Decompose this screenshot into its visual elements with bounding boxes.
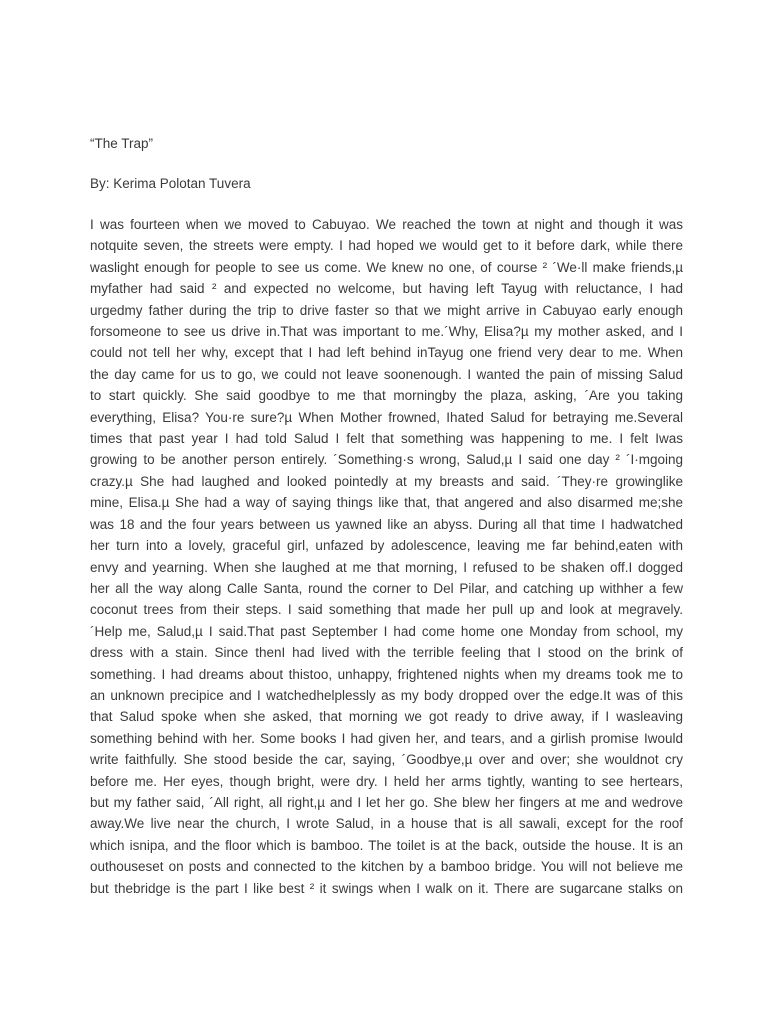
body-line: an unknown precipice and I watchedhelplessly as my body dropped over the edge.It was of this [90,687,683,703]
body-line: to start quickly. She said goodbye to me that morningby the plaza, asking, ´Are you taking [90,388,683,404]
body-line: urgedmy father during the trip to drive faster so that we might arrive in Cabuyao early enough [90,302,683,318]
body-line: mine, Elisa.µ She had a way of saying things like that, that angered and also disarmed me;she [90,495,683,511]
body-line: something. I had dreams about thistoo, unhappy, frightened nights when my dreams took me to [90,666,683,682]
story-body [90,214,683,899]
body-line: away.We live near the church, I wrote Salud, in a house that is all sawali, except for the roof [90,816,683,832]
body-line: waslight enough for people to see us come. We knew no one, of course ² ´We·ll make friends,µ [90,259,683,275]
body-line: but thebridge is the part I like best ² it swings when I walk on it. There are sugarcane stalks on [90,880,683,896]
body-line: her all the way along Calle Santa, round the corner to Del Pilar, and catching up withher a few [90,580,683,596]
body-line: times that past year I had told Salud I felt that something was happening to me. I felt Iwas [90,431,683,447]
body-line: could not tell her why, except that I had left behind inTayug one friend very dear to me. When [90,345,683,361]
body-line: forsomeone to see us drive in.That was important to me.´Why, Elisa?µ my mother asked, and I [90,324,683,340]
body-line: before me. Her eyes, though bright, were dry. I held her arms tightly, wanting to see hertears, [90,773,683,789]
body-line: growing to be another person entirely. ´Something·s wrong, Salud,µ I said one day ² ´I·mgoing [90,452,683,468]
body-line: ´Help me, Salud,µ I said.That past September I had come home one Monday from school, my [90,623,683,639]
author-byline: By: Kerima Polotan Tuvera [90,176,251,191]
body-line: crazy.µ She had laughed and looked pointedly at my breasts and said. ´They·re growinglike [90,473,683,489]
body-line: myfather had said ² and expected no welcome, but having left Tayug with reluctance, I had [90,281,683,297]
body-line: coconut trees from their steps. I said something that made her pull up and look at megravely. [90,602,683,618]
body-line: envy and yearning. When she laughed at me that morning, I refused to be shaken off.I dogged [90,559,683,575]
body-line: outhouseset on posts and connected to the kitchen by a bamboo bridge. You will not believe me [90,859,683,875]
story-title: “The Trap” [90,136,154,151]
body-line: which isnipa, and the floor which is bamboo. The toilet is at the back, outside the house. It is an [90,837,683,853]
body-line: I was fourteen when we moved to Cabuyao. We reached the town at night and though it was [90,217,683,232]
body-line: write faithfully. She stood beside the car, saying, ´Goodbye,µ over and over; she wouldnot cry [90,752,683,768]
body-line: everything, Elisa? You·re sure?µ When Mother frowned, Ihated Salud for betraying me.Several [90,409,683,425]
body-line: the day came for us to go, we could not leave soonenough. I wanted the pain of missing Salud [90,366,683,382]
body-line: was 18 and the four years between us yawned like an abyss. During all that time I hadwatched [90,516,683,532]
body-line: something behind with her. Some books I had given her, and tears, and a girlish promise Iwould [90,730,683,746]
body-line: notquite seven, the streets were empty. I had hoped we would get to it before dark, while there [90,238,683,254]
body-line: that Salud spoke when she asked, that morning we got ready to drive away, if I wasleaving [90,709,683,725]
body-line: but my father said, ´All right, all right,µ and I let her go. She blew her fingers at me and wedrove [90,794,683,810]
body-line: dress with a stain. Since thenI had lived with the terrible feeling that I stood on the brink of [90,645,683,661]
body-line: her turn into a lovely, graceful girl, unfazed by adolescence, leaving me far behind,eaten with [90,538,683,554]
